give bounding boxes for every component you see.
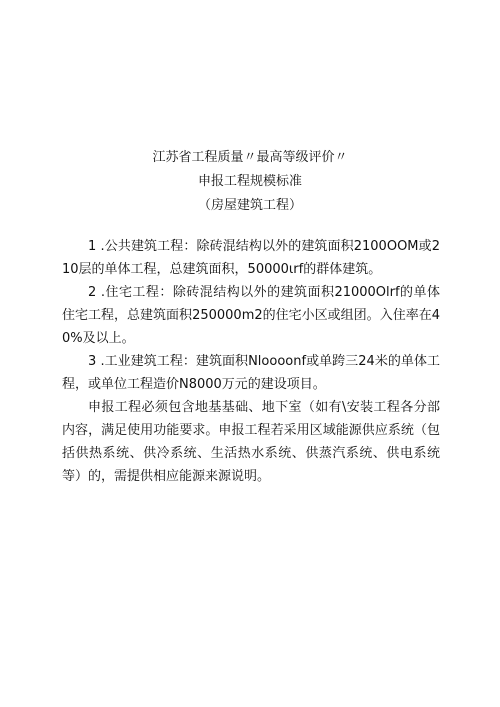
paragraph-requirements: 申报工程必须包含地基基础、地下室（如有\安装工程各分部内容，满足使用功能要求。申报工程若采用区域能源供应系统（包括供热系统、供冷系统、生活热水系统、供蒸汽系统、供电系统等）的，需提供相应能源来源说明。: [62, 400, 440, 484]
document-subtitle: 申报工程规模标准: [197, 174, 302, 189]
paragraph-public-buildings: 1 .公共建筑工程：除砖混结构以外的建筑面积2100OOM或210层的单体工程，总建筑面积，50000ιrf的群体建筑。: [62, 239, 440, 277]
document-title: 江苏省工程质量〃最高等级评价〃: [152, 150, 348, 165]
title-block: [0, 146, 500, 218]
body-text: [62, 235, 440, 488]
paragraph-residential: 2 .住宅工程：除砖混结构以外的建筑面积21000Olrf的单体住宅工程，总建筑面积250000m2的住宅小区或组团。入住率在40%及以上。: [62, 285, 440, 346]
document-category: （房屋建筑工程）: [197, 198, 302, 213]
paragraph-industrial: 3 .工业建筑工程：建筑面积Nloooonf或单跨三24米的单体工程，或单位工程造价N8000万元的建设项目。: [62, 354, 440, 392]
